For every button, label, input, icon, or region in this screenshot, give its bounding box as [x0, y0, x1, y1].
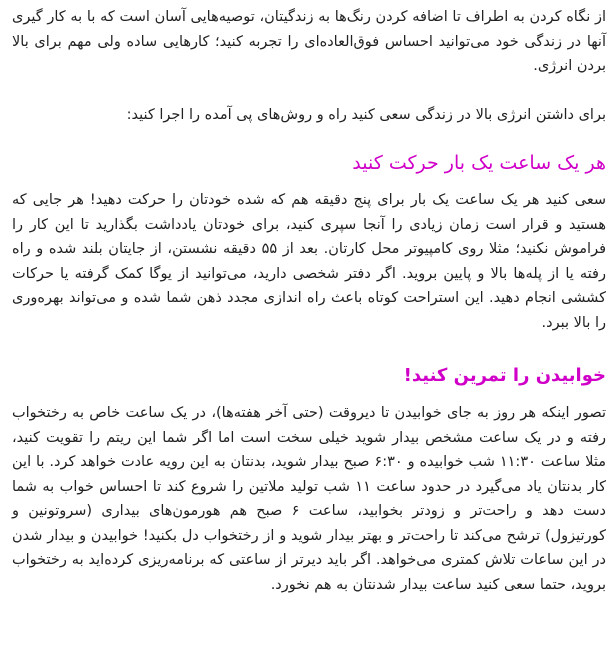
lead-paragraph: برای داشتن انرژی بالا در زندگی سعی کنید راه و روش‌های پی آمده را اجرا کنید:: [126, 106, 606, 123]
section-heading-move: هر یک ساعت یک بار حرکت کنید: [352, 152, 606, 174]
intro-paragraph: از نگاه کردن به اطراف تا اضافه کردن رنگ‌ها به زندگیتان، توصیه‌هایی آسان است که با به کار گیری آنها در زندگی خود می‌توانید احساس فوق‌العاده‌ای را تجربه کنید؛ کارهایی ساده ولی مهم برای بالا بردن انرژی.: [12, 9, 606, 74]
section-body-move: سعی کنید هر یک ساعت یک بار برای پنج دقیقه هم که شده خودتان را حرکت دهید! هر جایی که هستید و قرار است زمان زیادی را آنجا سپری کنید، برای خودتان یادداشت بگذارید تا این کار را فراموش نکنید؛ مثلا روی کامپیوتر محل کارتان. بعد از ۵۵ دقیقه نشستن، از جایتان بلند شده و راه رفته یا از پله‌ها بالا و پایین بروید. اگر دفتر شخصی دارید، می‌توانید از یوگا کمک گرفته یا حرکات کششی انجام دهید. این استراحت کوتاه باعث راه اندازی مجدد ذهن شما شده و می‌تواند بهره‌وری را بالا ببرد.: [12, 192, 606, 331]
section-heading-sleep: خوابیدن را تمرین کنید!: [403, 365, 606, 386]
section-body-sleep: تصور اینکه هر روز به جای خوابیدن تا دیروقت (حتی آخر هفته‌ها)، در یک ساعت خاص به رختخواب رفته و در یک ساعت مشخص بیدار شوید خیلی سخت است اما اگر شما این ریتم را تقویت کنید، مثلا ساعت ۱۱:۳۰ شب خوابیده و ۶:۳۰ صبح بیدار شوید، بدنتان به این رویه عادت خواهد کرد. با این کار بدنتان یاد می‌گیرد در حدود ساعت ۱۱ شب تولید ملاتین را شروع کند تا احساس خواب به شما دست دهد و راحت‌تر و زودتر بخوابید، ساعت ۶ صبح هم هورمون‌های بیداری (سروتونین و کورتیزول) ترشح می‌کند تا راحت‌تر و بهتر بیدار شوید و از رختخواب دل بکنید! خوابیدن و بیدار شدن در این ساعات تلاش کمتری می‌خواهد. اگر باید دیرتر از ساعتی که برنامه‌ریزی کرده‌اید به رختخواب بروید، حتما سعی کنید ساعت بیدار شدنتان به هم نخورد.: [12, 405, 606, 593]
